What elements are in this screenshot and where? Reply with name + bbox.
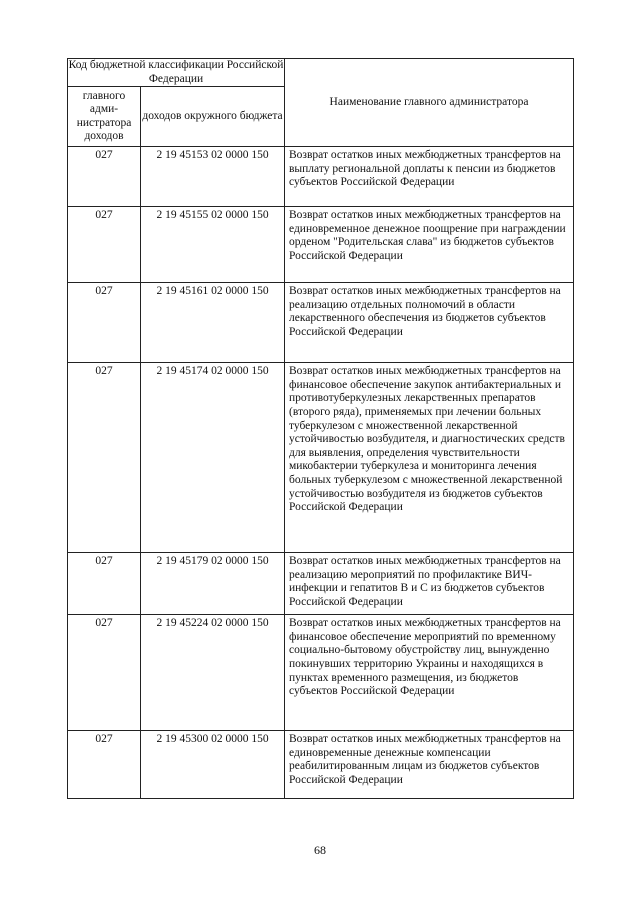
budget-code-cell: 2 19 45161 02 0000 150 [141,283,285,363]
budget-code-cell: 2 19 45153 02 0000 150 [141,147,285,207]
admin-code-cell: 027 [68,283,141,363]
admin-code-cell: 027 [68,615,141,731]
admin-code-cell: 027 [68,363,141,553]
administrator-name-cell: Возврат остатков иных межбюджетных трансфертов на реализацию мероприятий по профилактике ВИЧ-инфекции и гепатитов В и С из бюджетов субъектов Российской Федерации [285,553,574,615]
table-row [68,553,574,615]
budget-code-cell: 2 19 45300 02 0000 150 [141,731,285,799]
administrator-name-cell: Возврат остатков иных межбюджетных трансфертов на единовременные денежные компенсации реабилитированным лицам из бюджетов субъектов Российской Федерации [285,731,574,799]
administrator-name-cell: Возврат остатков иных межбюджетных трансфертов на единовременное денежное поощрение при награждении орденом "Родительская слава" из бюджетов субъектов Российской Федерации [285,207,574,283]
table-row [68,615,574,731]
budget-code-cell: 2 19 45174 02 0000 150 [141,363,285,553]
admin-code-cell: 027 [68,207,141,283]
table-row [68,363,574,553]
header-classification-code: Код бюджетной классификации Российской Федерации [68,59,285,87]
admin-code-cell: 027 [68,147,141,207]
administrator-name-cell: Возврат остатков иных межбюджетных трансфертов на финансовое обеспечение закупок антибактериальных и противотуберкулезных лекарственных препаратов (второго ряда), применяемых при лечении больных туберкулезом с множественной лекарственной устойчивостью возбудителя, и диагностических средств для выявления, определения чувствительности микобактерии туберкулеза и мониторинга лечения больных туберкулезом с множественной лекарственной устойчивостью возбудителя из бюджетов субъектов Российской Федерации [285,363,574,553]
header-budget-code: доходов окружного бюджета [141,87,285,147]
budget-code-cell: 2 19 45179 02 0000 150 [141,553,285,615]
header-administrator-name: Наименование главного администратора [285,59,574,147]
table-row [68,147,574,207]
table-row [68,731,574,799]
table-row [68,283,574,363]
budget-classification-table [67,58,574,799]
administrator-name-cell: Возврат остатков иных межбюджетных трансфертов на финансовое обеспечение мероприятий по временному социально-бытовому обустройству лиц, вынужденно покинувших территорию Украины и находящихся в пунктах временного размещения, из бюджетов субъектов Российской Федерации [285,615,574,731]
admin-code-cell: 027 [68,553,141,615]
budget-code-cell: 2 19 45155 02 0000 150 [141,207,285,283]
administrator-name-cell: Возврат остатков иных межбюджетных трансфертов на реализацию отдельных полномочий в области лекарственного обеспечения из бюджетов субъектов Российской Федерации [285,283,574,363]
budget-code-cell: 2 19 45224 02 0000 150 [141,615,285,731]
page-number: 68 [314,843,326,857]
admin-code-cell: 027 [68,731,141,799]
header-admin-code: главного адми-нистратора доходов [68,87,141,147]
table-row [68,207,574,283]
administrator-name-cell: Возврат остатков иных межбюджетных трансфертов на выплату региональной доплаты к пенсии из бюджетов субъектов Российской Федерации [285,147,574,207]
